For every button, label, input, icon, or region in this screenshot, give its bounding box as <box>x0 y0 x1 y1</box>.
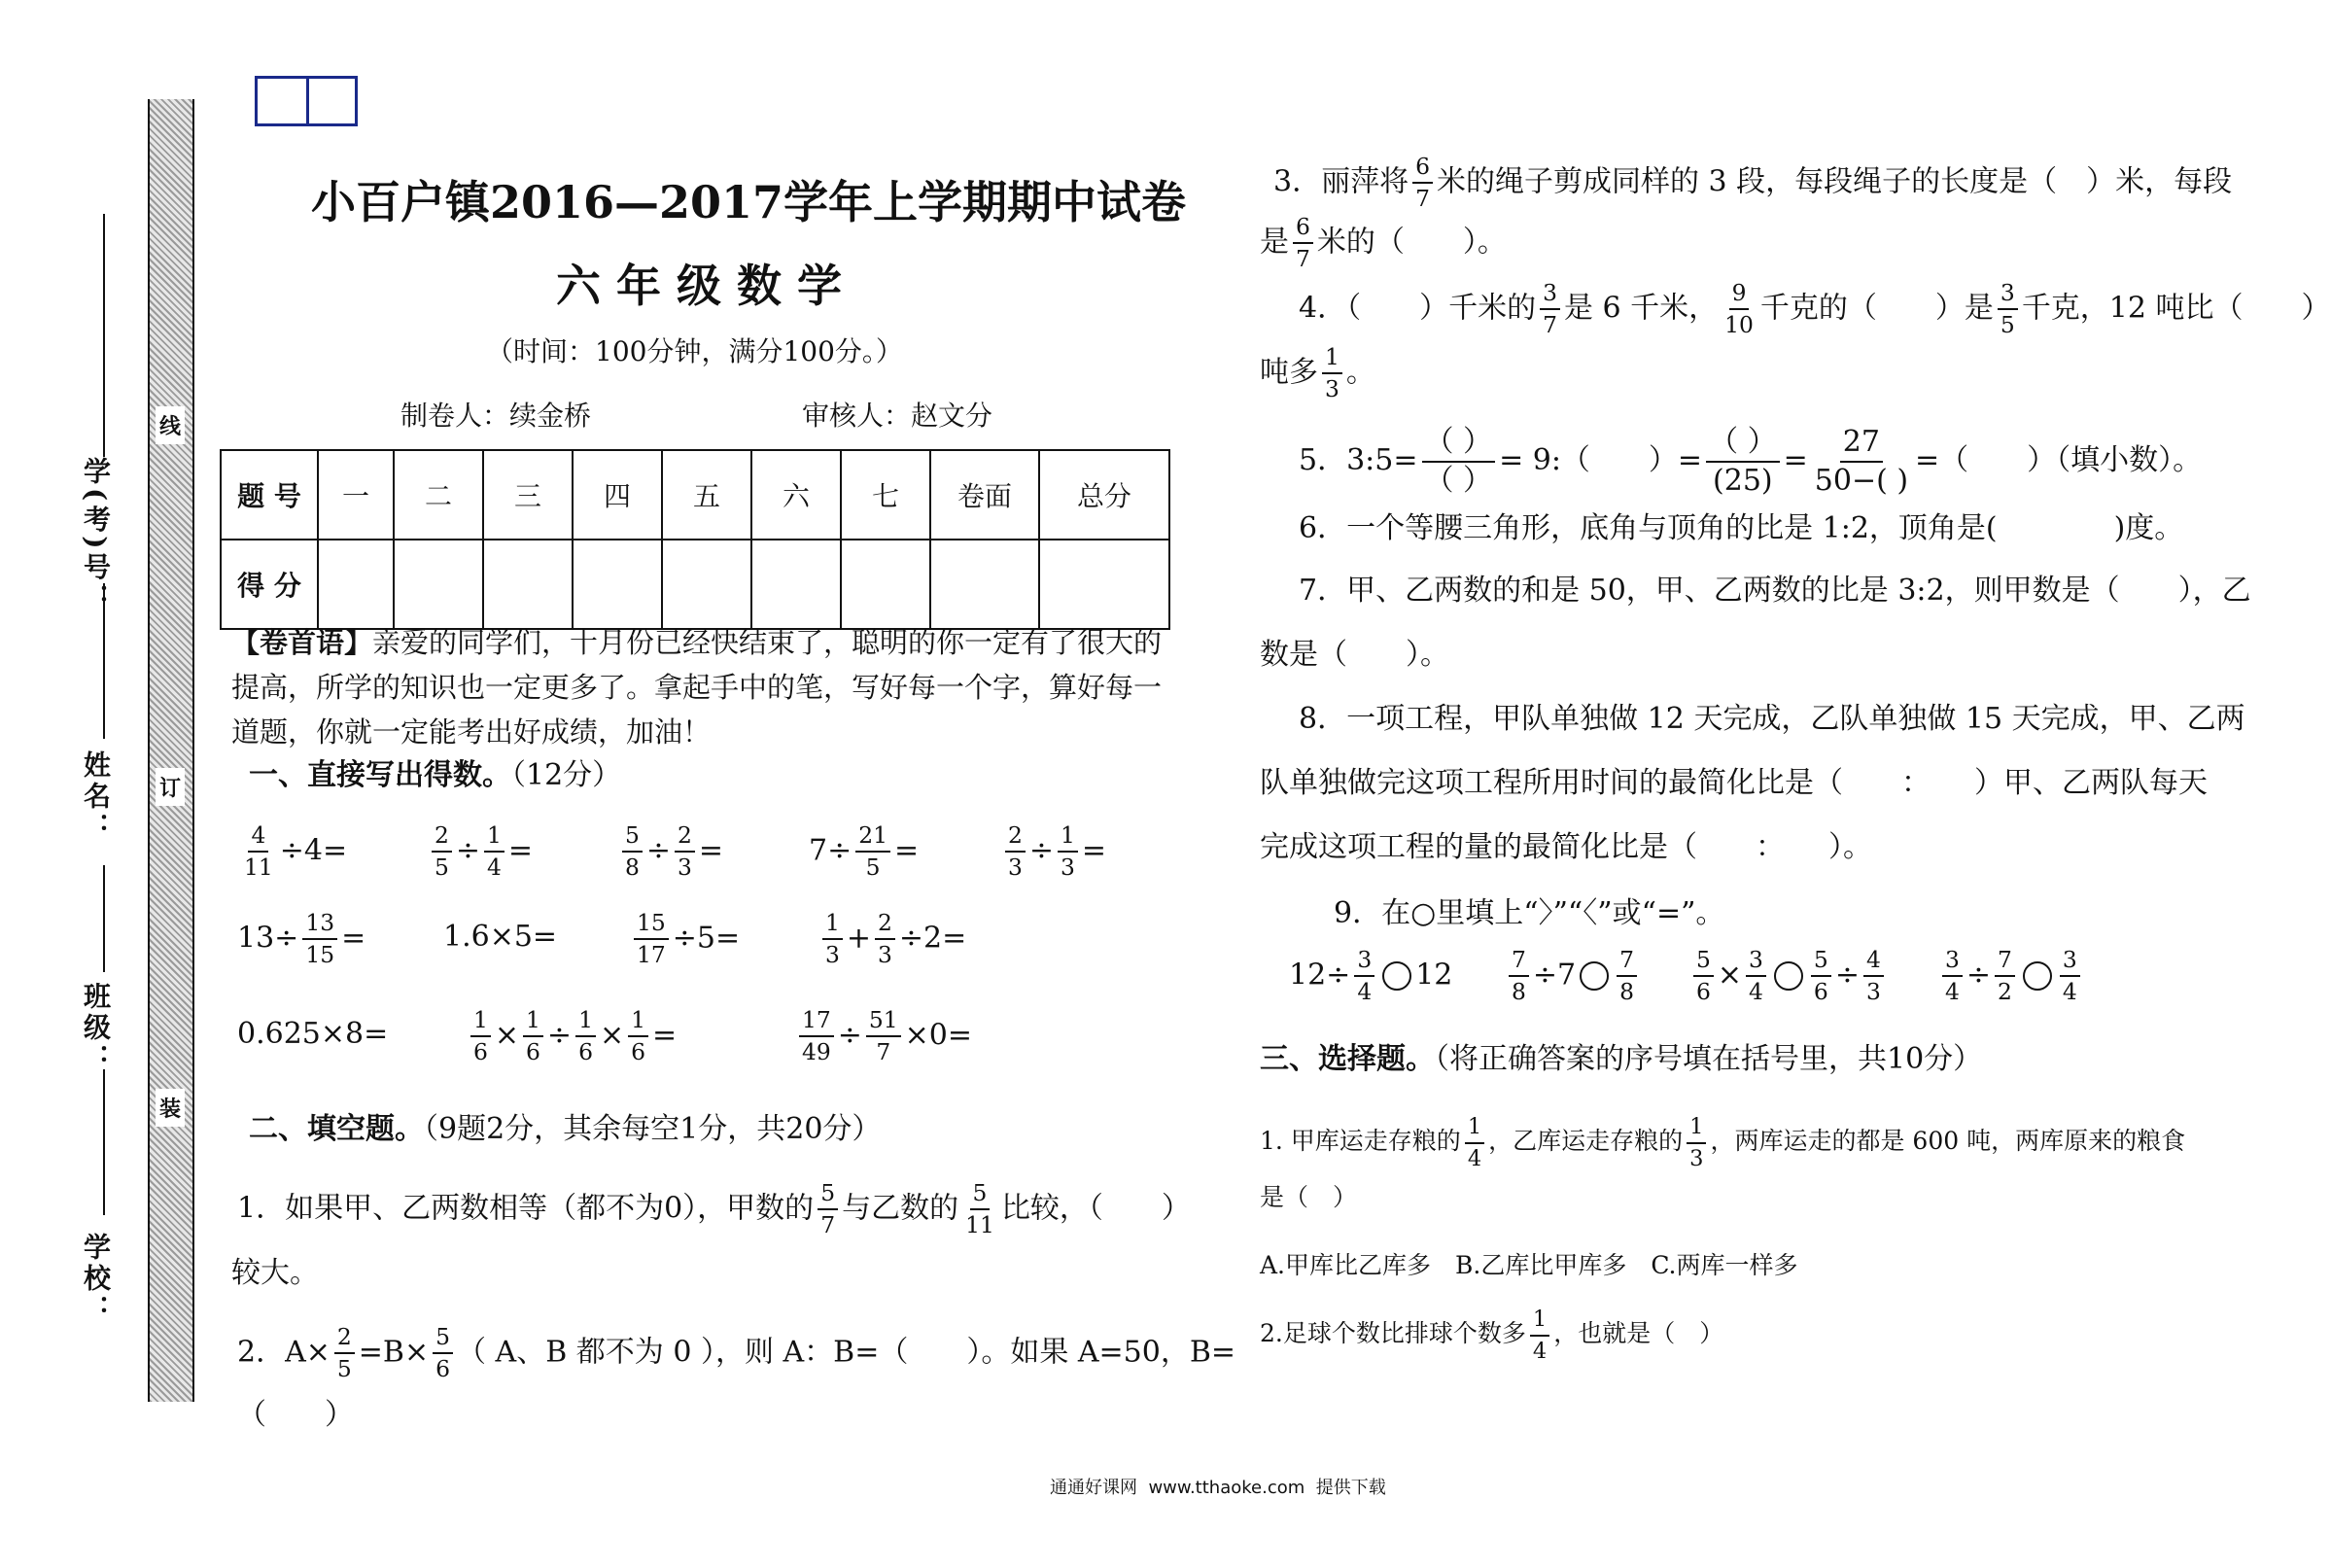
compare-item: 12÷ $\frac{3}{4}$ 12 <box>1289 946 1453 1006</box>
calc-item: $\frac{1}{3}$ + $\frac{2}{3}$ ÷2= <box>818 912 966 967</box>
fill-q1-cont: 较大。 <box>231 1256 319 1290</box>
fill-q1: 1．如果甲、乙两数相等（都不为0），甲数的 $\frac{5}{7}$ 与乙数的 $\frac{5}{11}$ 比较，（ ） <box>237 1179 1191 1239</box>
footer-credit: 通通好课网 www.tthaoke.com 提供下载 <box>1050 1478 1386 1498</box>
score-entry[interactable] <box>841 540 930 629</box>
compare-item: $\frac{3}{4}$ ÷ $\frac{7}{2}$ $\frac{3}{4}$ <box>1938 949 2084 1004</box>
maker-label: 制卷人：续金桥 <box>400 400 592 432</box>
page-title: 小百户镇2016—2017学年上学期期中试卷 <box>311 176 1187 228</box>
score-entry[interactable] <box>662 540 751 629</box>
fill-q9: 9．在○里填上“〉”“〈”或“=”。 <box>1334 896 1725 930</box>
compare-item: $\frac{7}{8}$ ÷7 $\frac{7}{8}$ <box>1505 949 1641 1004</box>
score-entry[interactable] <box>573 540 662 629</box>
calc-item: $\frac{15}{17}$ ÷5= <box>630 912 740 967</box>
name-label: 姓名： <box>80 750 112 844</box>
table-cell: 七 <box>841 450 930 540</box>
class-label: 班级： <box>80 982 112 1075</box>
table-cell: 二 <box>394 450 483 540</box>
seat-box <box>255 76 358 126</box>
score-table-header-row <box>221 450 1169 540</box>
compare-circle[interactable] <box>1774 961 1803 991</box>
calc-item: $\frac{2}{3}$ ÷ $\frac{1}{3}$ = <box>1001 824 1106 880</box>
fill-q5: 5．3:5= $\frac{( )}{( )}$ = 9:（ ）= $\frac{( )}{(25)}$ = $\frac{27}{50-( )}$ =（ ）（填小数）。 <box>1299 425 2203 498</box>
preface-label: 【卷首语】 <box>231 626 373 659</box>
calc-item: $\frac{5}{8}$ ÷ $\frac{2}{3}$ = <box>618 824 723 880</box>
table-cell: 六 <box>751 450 841 540</box>
table-cell: 一 <box>318 450 394 540</box>
subject-title: 六 年 级 数 学 <box>556 260 843 312</box>
score-table <box>220 449 1170 630</box>
fill-q6: 6．一个等腰三角形，底角与顶角的比是 1:2，顶角是( )度。 <box>1299 511 2184 545</box>
choice-q2: 2.足球个数比排球个数多 $\frac{1}{4}$ ，也就是（ ） <box>1260 1307 1724 1364</box>
reviewer-label: 审核人：赵文分 <box>802 400 993 432</box>
fill-q2: 2．A× $\frac{2}{5}$ =B× $\frac{5}{6}$ （ A、B 都不为 0 ），则 A：B=（ ）。如果 A=50，B= <box>237 1323 1236 1383</box>
binding-mark-ding: 订 <box>156 768 185 806</box>
school-label: 学校： <box>80 1233 112 1326</box>
table-cell: 得 分 <box>221 540 318 629</box>
fill-q2-cont: （ ） <box>237 1398 354 1432</box>
score-entry[interactable] <box>394 540 483 629</box>
binding-mark-line: 线 <box>156 406 185 444</box>
calc-item: $\frac{2}{5}$ ÷ $\frac{1}{4}$ = <box>428 824 533 880</box>
score-table-score-row <box>221 540 1169 629</box>
table-cell: 五 <box>662 450 751 540</box>
table-cell: 题 号 <box>221 450 318 540</box>
compare-circle[interactable] <box>2023 961 2052 991</box>
compare-circle[interactable] <box>1580 961 1609 991</box>
fill-q8-cont2: 完成这项工程的量的最简化比是（ ： ）。 <box>1260 830 1872 864</box>
calc-item: $\frac{4}{11}$ ÷4= <box>244 821 348 882</box>
preface-text: 亲爱的同学们，十月份已经快结束了，聪明的你一定有了很大的提高，所学的知识也一定更多了。拿起手中的笔，写好每一个字，算好每一道题，你就一定能考出好成绩，加油！ <box>231 626 1163 749</box>
choice-q1-options: A.甲库比乙库多 B.乙库比甲库多 C.两库一样多 <box>1260 1251 1798 1279</box>
table-cell: 总分 <box>1039 450 1169 540</box>
compare-item: $\frac{5}{6}$ × $\frac{3}{4}$ $\frac{5}{6}$ ÷ $\frac{4}{3}$ <box>1689 949 1888 1004</box>
table-cell: 三 <box>483 450 573 540</box>
table-cell: 卷面 <box>930 450 1039 540</box>
fill-q7-cont: 数是（ ）。 <box>1260 638 1449 672</box>
calc-item: 0.625×8= <box>237 1017 389 1051</box>
section1-title: 一、直接写出得数。（12分） <box>249 758 622 792</box>
fill-q4-cont: 吨多 $\frac{1}{3}$ 。 <box>1260 343 1375 403</box>
calc-item: 7÷ $\frac{21}{5}$ = <box>809 821 920 882</box>
table-cell: 四 <box>573 450 662 540</box>
fill-q8-cont1: 队单独做完这项工程所用时间的最简化比是（ ： ）甲、乙两队每天 <box>1260 766 2208 800</box>
score-entry[interactable] <box>751 540 841 629</box>
choice-q1-cont: 是（ ） <box>1260 1183 1358 1211</box>
binding-mark-zhuang: 装 <box>156 1089 185 1127</box>
score-entry[interactable] <box>483 540 573 629</box>
compare-circle[interactable] <box>1382 961 1411 991</box>
choice-q1: 1. 甲库运走存粮的 $\frac{1}{4}$ ，乙库运走存粮的 $\frac{1}{3}$ ，两库运走的都是 600 吨，两库原来的粮食 <box>1260 1114 2186 1171</box>
score-entry[interactable] <box>318 540 394 629</box>
score-entry[interactable] <box>1039 540 1169 629</box>
fill-q7: 7．甲、乙两数的和是 50，甲、乙两数的比是 3:2，则甲数是（ ），乙 <box>1299 574 2251 608</box>
student-id-label: 学(考)号： <box>80 457 112 615</box>
fill-q3: 3．丽萍将 $\frac{6}{7}$ 米的绳子剪成同样的 3 段，每段绳子的长度是（ ）米，每段 <box>1273 153 2233 213</box>
fill-q4: 4．（ ）千米的 $\frac{3}{7}$ 是 6 千米， $\frac{9}{10}$ 千克的（ ）是 $\frac{3}{5}$ 千克，12 吨比（ ） <box>1299 279 2331 339</box>
fill-q3-cont: 是 $\frac{6}{7}$ 米的（ ）。 <box>1260 213 1507 273</box>
calc-item: 1.6×5= <box>443 920 558 954</box>
calc-item: 13÷ $\frac{13}{15}$ = <box>237 909 366 969</box>
time-note: （时间：100分钟，满分100分。） <box>486 335 903 367</box>
section2-title: 二、填空题。（9题2分，其余每空1分，共20分） <box>249 1112 882 1146</box>
binding-strip <box>148 99 194 1402</box>
fill-q8: 8．一项工程，甲队单独做 12 天完成，乙队单独做 15 天完成，甲、乙两 <box>1299 702 2245 736</box>
preface <box>231 620 1174 754</box>
calc-item: $\frac{17}{49}$ ÷ $\frac{51}{7}$ ×0= <box>795 1009 972 1064</box>
score-entry[interactable] <box>930 540 1039 629</box>
section3-title: 三、选择题。（将正确答案的序号填在括号里，共10分） <box>1260 1042 1983 1076</box>
calc-item: $\frac{1}{6}$ × $\frac{1}{6}$ ÷ $\frac{1}{6}$ × $\frac{1}{6}$ = <box>467 1009 677 1064</box>
